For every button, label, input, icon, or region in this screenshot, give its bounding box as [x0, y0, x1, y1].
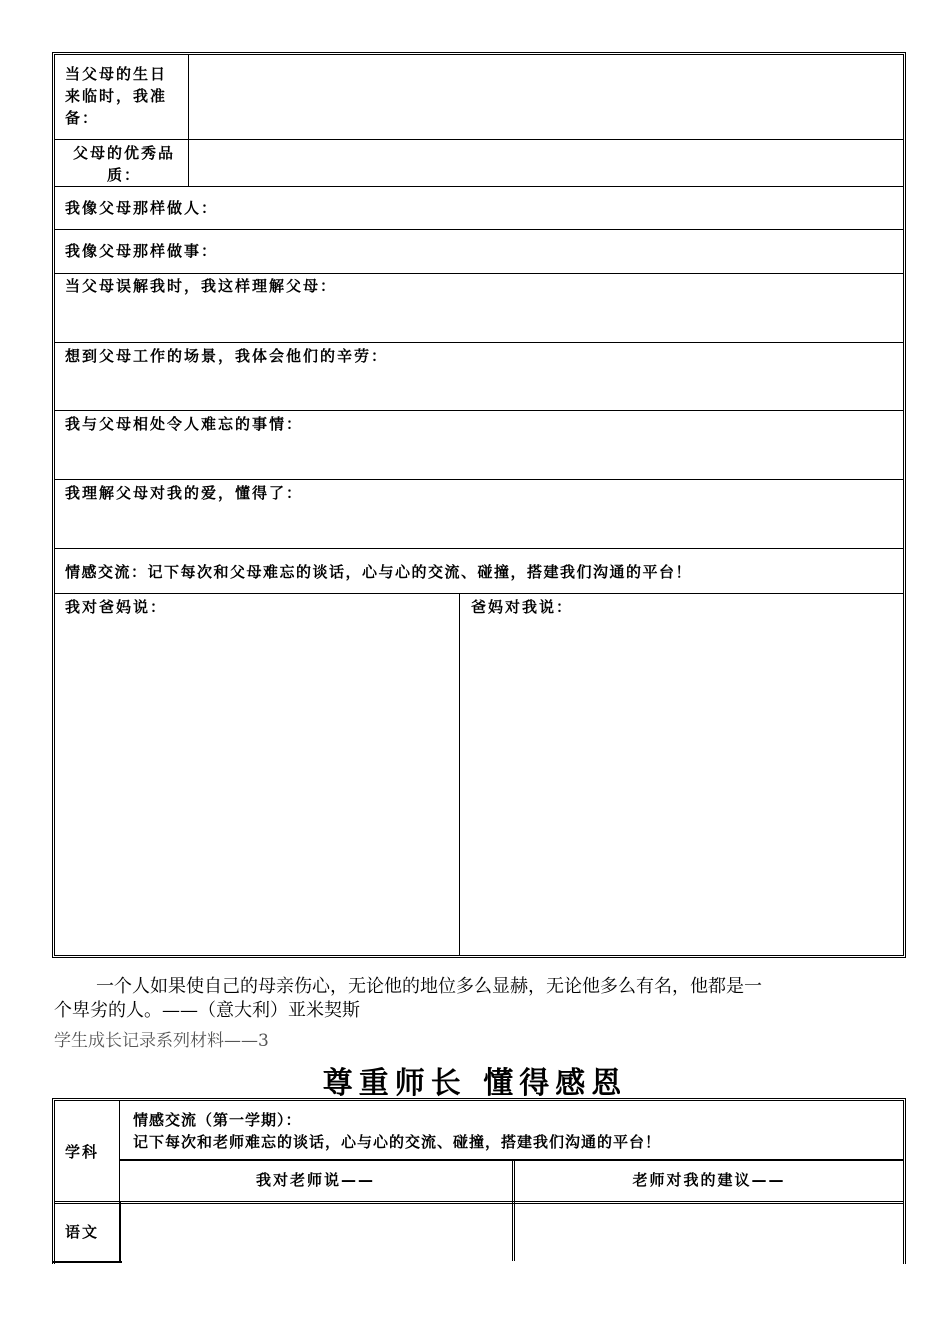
memorable-moments-label: 我与父母相处令人难忘的事情：: [65, 415, 304, 433]
teacher-record-table: [52, 1098, 906, 1264]
i-say-to-parents-field[interactable]: [59, 621, 455, 951]
teacher-advice-header: 老师对我的建议——: [632, 1171, 786, 1189]
series-label: 学生成长记录系列材料——3: [54, 1031, 269, 1051]
parent-qualities-label: 父母的优秀品质：: [72, 144, 175, 184]
label-column-divider: [188, 55, 189, 186]
row-divider: [55, 229, 903, 230]
subject-cell-bottom: [52, 1261, 122, 1263]
birthday-prep-label: 当父母的生日来临时，我准备：: [65, 65, 168, 127]
i-say-to-parents-label: 我对爸妈说：: [65, 598, 168, 616]
row-divider: [55, 139, 903, 140]
row-divider: [55, 273, 903, 274]
parents-say-to-me-label: 爸妈对我说：: [471, 598, 574, 616]
parents-work-label: 想到父母工作的场景，我体会他们的辛劳：: [65, 347, 389, 365]
row-divider: [55, 186, 903, 187]
header-divider: [119, 1159, 903, 1161]
emotional-exchange-label: 情感交流：记下每次和父母难忘的谈话，心与心的交流、碰撞，搭建我们沟通的平台！: [65, 563, 693, 581]
subject-row-divider: [55, 1201, 903, 1204]
section-title: 尊重师长 懂得感恩: [322, 1066, 628, 1101]
understand-love-label: 我理解父母对我的爱，懂得了：: [65, 484, 304, 502]
chinese-i-say-field[interactable]: [123, 1205, 509, 1259]
parents-record-table: [52, 52, 906, 958]
row-divider: [55, 342, 903, 343]
parents-say-to-me-field[interactable]: [465, 621, 901, 951]
exchange-column-divider: [459, 593, 460, 955]
misunderstanding-label: 当父母误解我时，我这样理解父母：: [65, 277, 338, 295]
teacher-exchange-title: 情感交流（第一学期）：: [133, 1111, 302, 1129]
be-like-parents-label: 我像父母那样做人：: [65, 199, 219, 217]
subject-column-divider-lower: [119, 1201, 121, 1263]
quote-line-1: 一个人如果使自己的母亲伤心，无论他的地位多么显赫，无论他多么有名，他都是一: [96, 976, 762, 997]
quote-line-2: 个卑劣的人。——（意大利）亚米契斯: [54, 1000, 360, 1021]
row-divider: [55, 479, 903, 480]
chinese-teacher-advice-field[interactable]: [518, 1205, 900, 1259]
parent-qualities-field[interactable]: [191, 142, 901, 184]
row-divider: [55, 593, 903, 594]
act-like-parents-label: 我像父母那样做事：: [65, 242, 219, 260]
row-divider: [55, 548, 903, 549]
birthday-prep-field[interactable]: [191, 57, 901, 137]
subject-chinese: 语文: [65, 1223, 100, 1241]
row-divider: [55, 410, 903, 411]
subject-header: 学科: [65, 1143, 100, 1161]
i-say-to-teacher-header: 我对老师说——: [255, 1171, 375, 1189]
teacher-exchange-desc: 记下每次和老师难忘的谈话，心与心的交流、碰撞，搭建我们沟通的平台！: [133, 1133, 662, 1151]
